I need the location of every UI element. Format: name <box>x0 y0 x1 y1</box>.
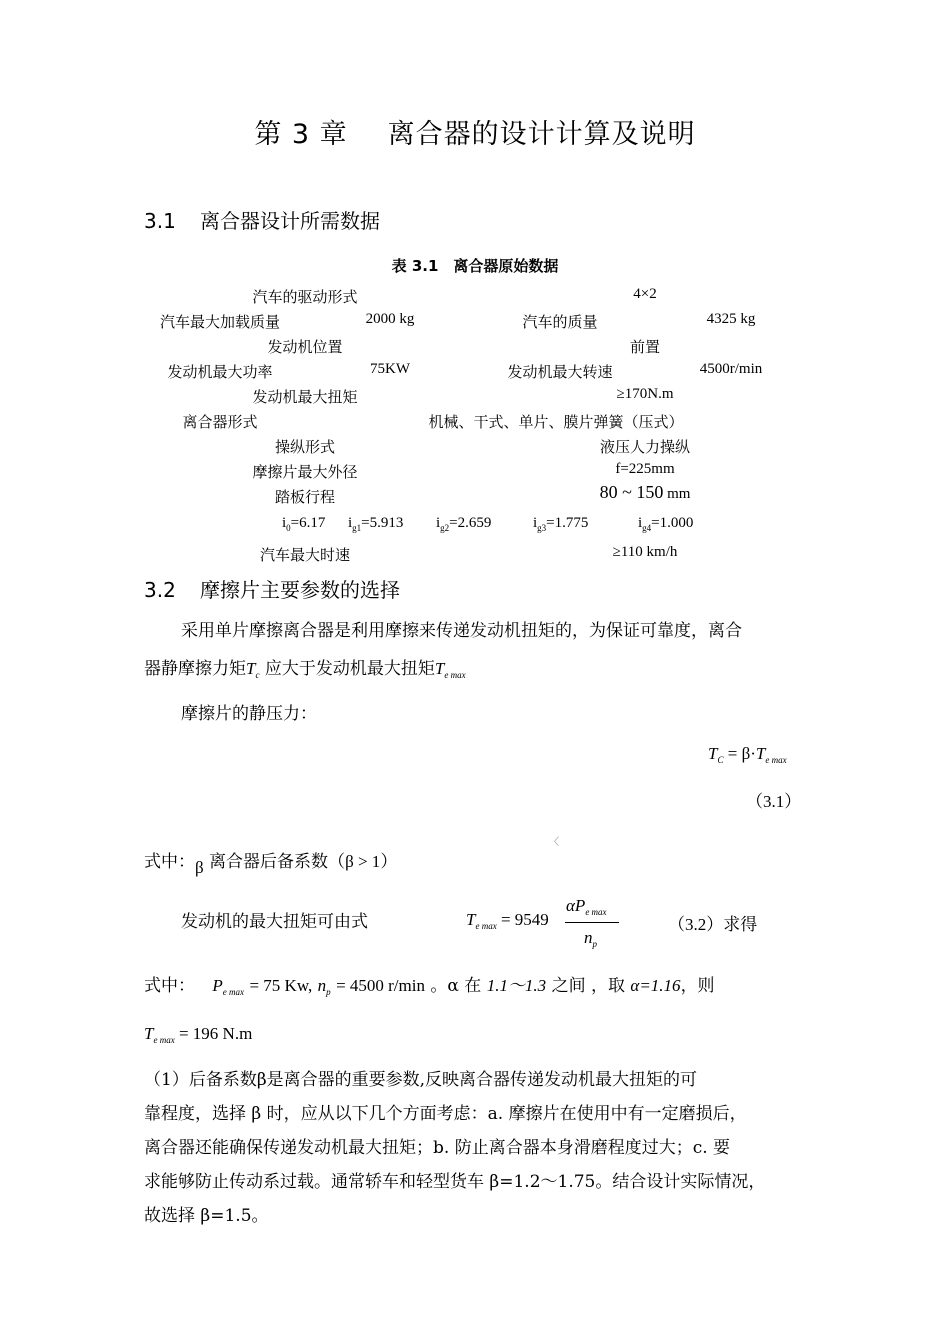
paragraph-line: 器静摩擦力矩$T_c$ 应大于发动机最大扭矩$T_{e max}$ <box>144 659 466 680</box>
table-cell: 离合器形式 <box>182 413 258 431</box>
chapter-title <box>0 112 950 151</box>
section-number: 3.1 <box>144 209 176 233</box>
equation-3-1: $T_C = \beta\cdot T_{e max}$ <box>708 744 787 765</box>
table-cell: 发动机位置 <box>267 338 343 356</box>
fraction-numerator: $\alpha P_{e max}$ <box>566 896 607 917</box>
table-cell: 75KW <box>370 361 410 377</box>
paragraph-line: 摩擦片的静压力： <box>181 704 317 724</box>
pedal-range: 80 ~ 150 <box>599 482 664 502</box>
gear-ratio: $i_{g2}=2.659$ <box>436 515 492 533</box>
equation-number: （3.2）求得 <box>668 915 758 934</box>
gear-ratio: $i_{g4}=1.000$ <box>638 515 694 533</box>
table-cell: 液压人力操纵 <box>599 438 691 456</box>
paragraph-line: 发动机的最大扭矩可由式 <box>181 912 368 932</box>
pedal-unit: mm <box>667 486 691 502</box>
table-cell: 2000 kg <box>365 311 415 327</box>
section-heading-3-2 <box>144 574 400 603</box>
section-heading-3-1 <box>144 205 380 234</box>
table-cell: 发动机最大扭矩 <box>252 388 358 406</box>
table-cell: 4500r/min <box>699 361 763 377</box>
chapter-number: 第 3 章 <box>254 119 348 150</box>
table-caption: 表 3.1 离合器原始数据 <box>391 257 559 275</box>
gear-ratio: $i_{g3}=1.775$ <box>533 515 589 533</box>
equation-3-2: $T_{e max} = 9549$ <box>466 910 549 931</box>
table-cell: 前置 <box>629 338 661 356</box>
paragraph-line: （1）后备系数β是离合器的重要参数,反映离合器传递发动机最大扭矩的可 <box>144 1070 698 1090</box>
table-cell: 操纵形式 <box>274 438 336 456</box>
table-cell: 4325 kg <box>706 311 756 327</box>
equation-number: （3.1） <box>746 792 802 811</box>
section-title: 摩擦片主要参数的选择 <box>200 578 400 602</box>
table-cell: 发动机最大功率 <box>167 363 273 381</box>
paragraph-line: 靠程度，选择 β 时，应从以下几个方面考虑：a. 摩擦片在使用中有一定磨损后， <box>144 1104 747 1124</box>
section-title: 离合器设计所需数据 <box>200 209 380 233</box>
chapter-name: 离合器的设计计算及说明 <box>387 119 696 150</box>
paragraph-line: 式中：β 离合器后备系数（β > 1） <box>144 852 398 877</box>
stray-mark: 〈 <box>549 837 559 848</box>
paragraph-line: 求能够防止传动系过载。通常轿车和轻型货车 β=1.2～1.75。结合设计实际情况， <box>144 1172 766 1192</box>
table-cell: f=225mm <box>615 461 675 477</box>
table-cell: ≥110 km/h <box>612 544 678 560</box>
table-cell <box>600 482 691 503</box>
table-cell: 汽车最大加载质量 <box>159 313 281 331</box>
paragraph-line: 离合器还能确保传递发动机最大扭矩；b. 防止离合器本身滑磨程度过大；c. 要 <box>144 1138 731 1158</box>
fraction-bar <box>565 922 619 923</box>
paragraph-line: 采用单片摩擦离合器是利用摩擦来传递发动机扭矩的，为保证可靠度，离合 <box>181 621 742 641</box>
table-cell: ≥170N.m <box>616 386 674 402</box>
table-cell: 汽车的质量 <box>522 313 598 331</box>
table-cell: 机械、干式、单片、膜片弹簧（压式） <box>428 413 684 431</box>
table-cell: 发动机最大转速 <box>507 363 613 381</box>
gear-ratio: $i_{g1}=5.913$ <box>348 515 404 533</box>
section-number: 3.2 <box>144 578 176 602</box>
table-cell: 汽车最大时速 <box>259 546 351 564</box>
table-cell: 4×2 <box>633 286 657 302</box>
gear-ratio: $i_0=6.17$ <box>282 515 326 533</box>
table-cell: 踏板行程 <box>274 488 336 506</box>
paragraph-line: 故选择 β=1.5。 <box>144 1206 269 1226</box>
table-cell: 汽车的驱动形式 <box>252 288 358 306</box>
table-cell: 摩擦片最大外径 <box>252 463 358 481</box>
paragraph-line: 式中： $P_{e max} = 75$ Kw, $n_p = 4500$ r/min 。α 在 1.1～1.3 之间 ，取 α=1.16，则 <box>144 976 715 997</box>
fraction-denominator: $n_p$ <box>584 928 597 949</box>
result-equation: $T_{e max} = 196$ N.m <box>144 1024 253 1045</box>
